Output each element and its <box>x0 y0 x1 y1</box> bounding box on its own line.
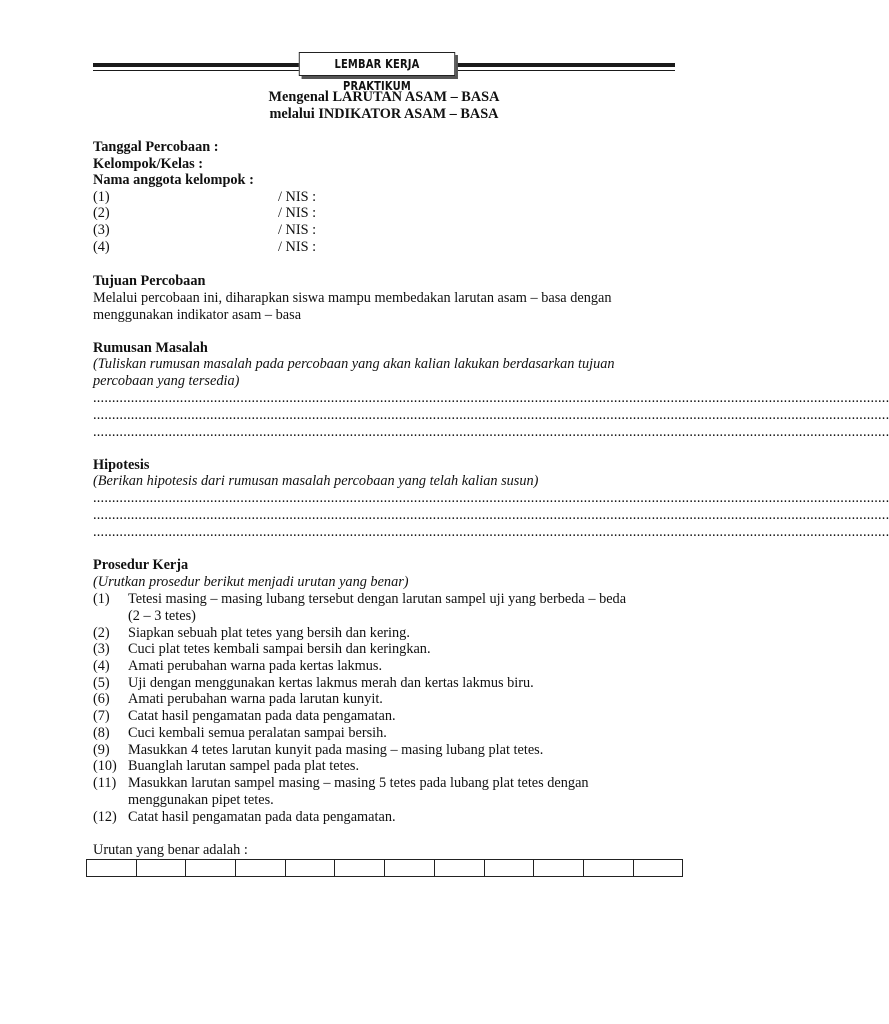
step-text: Siapkan sebuah plat tetes yang bersih dan kering. <box>128 625 410 641</box>
step-text-continuation: (2 – 3 tetes) <box>128 608 196 624</box>
step-text: Masukkan larutan sampel masing – masing 5 tetes pada lubang plat tetes dengan <box>128 775 589 791</box>
step-number: (7) <box>93 708 110 724</box>
problem-answer-line: ................................................................................................................................................................................................................... <box>93 407 889 423</box>
answer-cell[interactable] <box>335 860 385 877</box>
member-number: (3) <box>93 222 110 238</box>
hypothesis-answer-line: ................................................................................................................................................................................................................... <box>93 490 889 506</box>
procedure-step <box>93 758 359 775</box>
member-nis-label: / NIS : <box>278 239 317 255</box>
objective-text-line: menggunakan indikator asam – basa <box>93 307 302 323</box>
step-text: Catat hasil pengamatan pada data pengamatan. <box>128 708 396 724</box>
procedure-step <box>93 691 383 708</box>
problem-heading: Rumusan Masalah <box>93 340 208 356</box>
step-number: (5) <box>93 675 110 691</box>
hypothesis-answer-line: ................................................................................................................................................................................................................... <box>93 524 889 540</box>
answer-cell[interactable] <box>385 860 435 877</box>
answer-cell[interactable] <box>236 860 286 877</box>
member-number: (1) <box>93 189 110 205</box>
title-line-1: Mengenal LARUTAN ASAM – BASA <box>268 89 500 105</box>
step-number: (11) <box>93 775 117 791</box>
procedure-step <box>93 708 396 725</box>
procedure-step <box>93 775 589 792</box>
step-number: (2) <box>93 625 110 641</box>
step-text: Catat hasil pengamatan pada data pengamatan. <box>128 809 396 825</box>
member-number: (2) <box>93 205 110 221</box>
hypothesis-instruction: (Berikan hipotesis dari rumusan masalah percobaan yang telah kalian susun) <box>93 473 539 489</box>
problem-answer-line: ................................................................................................................................................................................................................... <box>93 390 889 406</box>
answer-cell[interactable] <box>136 860 186 877</box>
procedure-step <box>93 742 543 759</box>
procedure-instruction: (Urutkan prosedur berikut menjadi urutan yang benar) <box>93 574 409 590</box>
step-number: (8) <box>93 725 110 741</box>
hypothesis-heading: Hipotesis <box>93 457 150 473</box>
step-text-continuation: menggunakan pipet tetes. <box>128 792 274 808</box>
step-text: Cuci plat tetes kembali sampai bersih dan keringkan. <box>128 641 431 657</box>
step-text: Amati perubahan warna pada larutan kunyit. <box>128 691 383 707</box>
date-field-label: Tanggal Percobaan : <box>93 139 219 155</box>
title-line-2: melalui INDIKATOR ASAM – BASA <box>269 106 499 122</box>
member-nis-label: / NIS : <box>278 189 317 205</box>
step-number: (10) <box>93 758 117 774</box>
answer-label: Urutan yang benar adalah : <box>93 842 248 858</box>
step-text: Amati perubahan warna pada kertas lakmus. <box>128 658 383 674</box>
step-number: (6) <box>93 691 110 707</box>
problem-instruction: percobaan yang tersedia) <box>93 373 240 389</box>
procedure-step <box>93 725 387 742</box>
step-number: (1) <box>93 591 110 607</box>
answer-cell[interactable] <box>484 860 534 877</box>
procedure-step <box>93 641 431 658</box>
objective-heading: Tujuan Percobaan <box>93 273 206 289</box>
step-number: (12) <box>93 809 117 825</box>
step-text: Cuci kembali semua peralatan sampai bersih. <box>128 725 387 741</box>
answer-cell[interactable] <box>285 860 335 877</box>
procedure-step <box>93 809 396 826</box>
answer-cell[interactable] <box>583 860 633 877</box>
procedure-step <box>93 675 534 692</box>
member-nis-label: / NIS : <box>278 205 317 221</box>
procedure-step <box>93 658 382 675</box>
answer-row <box>87 860 683 877</box>
step-text: Masukkan 4 tetes larutan kunyit pada masing – masing lubang plat tetes. <box>128 742 544 758</box>
step-text: Tetesi masing – masing lubang tersebut dengan larutan sampel uji yang berbeda – beda <box>128 591 627 607</box>
procedure-heading: Prosedur Kerja <box>93 557 189 573</box>
answer-cell[interactable] <box>87 860 137 877</box>
procedure-step-continuation <box>93 608 196 625</box>
member-number: (4) <box>93 239 110 255</box>
hypothesis-answer-line: ................................................................................................................................................................................................................... <box>93 507 889 523</box>
member-nis-label: / NIS : <box>278 222 317 238</box>
answer-cell[interactable] <box>534 860 584 877</box>
problem-instruction: (Tuliskan rumusan masalah pada percobaan yang akan kalian lakukan berdasarkan tujuan <box>93 356 615 372</box>
step-text: Uji dengan menggunakan kertas lakmus merah dan kertas lakmus biru. <box>128 675 534 691</box>
answer-order-table <box>86 859 683 877</box>
answer-cell[interactable] <box>434 860 484 877</box>
procedure-step <box>93 625 410 642</box>
procedure-step-continuation <box>93 792 274 809</box>
group-field-label: Kelompok/Kelas : <box>93 156 204 172</box>
answer-cell[interactable] <box>186 860 236 877</box>
problem-answer-line: ................................................................................................................................................................................................................... <box>93 424 889 440</box>
procedure-step <box>93 591 626 608</box>
members-field-label: Nama anggota kelompok : <box>93 172 254 188</box>
step-number: (3) <box>93 641 110 657</box>
objective-text-line: Melalui percobaan ini, diharapkan siswa mampu membedakan larutan asam – basa dengan <box>93 290 612 306</box>
step-number: (4) <box>93 658 110 674</box>
answer-cell[interactable] <box>633 860 683 877</box>
step-number: (9) <box>93 742 110 758</box>
worksheet-header-label: LEMBAR KERJA PRAKTIKUM <box>299 52 455 76</box>
step-text: Buanglah larutan sampel pada plat tetes. <box>128 758 360 774</box>
